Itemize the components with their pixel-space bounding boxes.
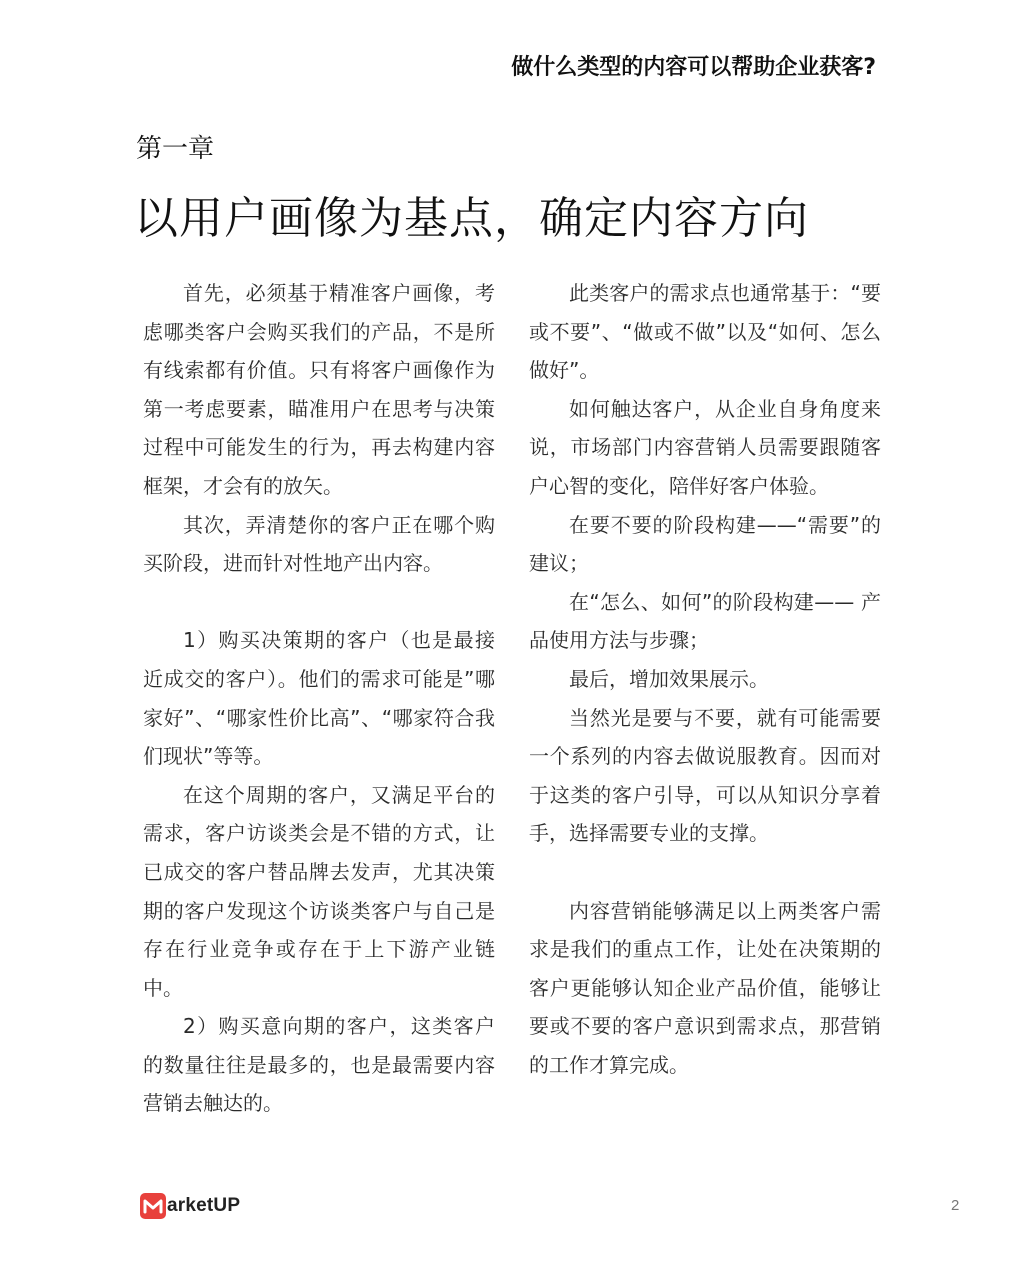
- paragraph: 1）购买决策期的客户（也是最接近成交的客户）。他们的需求可能是”哪家好”、“哪家性价比高”、“哪家符合我们现状”等等。: [143, 628, 495, 769]
- marketup-logo: [140, 1192, 240, 1220]
- paragraph: 首先，必须基于精准客户画像，考虑哪类客户会购买我们的产品，不是所有线索都有价值。只有将客户画像作为第一考虑要素，瞄准用户在思考与决策过程中可能发生的行为，再去构建内容框架，才会有的放矢。: [143, 281, 495, 498]
- page-number: 2: [951, 1197, 960, 1214]
- right-text-column: [529, 274, 881, 1084]
- left-text-column: [143, 274, 495, 1123]
- paragraph: 内容营销能够满足以上两类客户需求是我们的重点工作，让处在决策期的客户更能够认知企业产品价值，能够让要或不要的客户意识到需求点，那营销的工作才算完成。: [529, 898, 881, 1077]
- paragraph: 在“怎么、如何”的阶段构建—— 产品使用方法与步骤；: [529, 589, 881, 653]
- paragraph: 2）购买意向期的客户，这类客户的数量往往是最多的，也是最需要内容营销去触达的。: [143, 1014, 495, 1116]
- paragraph: 当然光是要与不要，就有可能需要一个系列的内容去做说服教育。因而对于这类的客户引导，可以从知识分享着手，选择需要专业的支撑。: [529, 705, 881, 846]
- paragraph: 其次，弄清楚你的客户正在哪个购买阶段，进而针对性地产出内容。: [143, 512, 495, 576]
- marketup-logo-mark-icon: [140, 1193, 166, 1219]
- logo-text: arketUP: [167, 1195, 241, 1216]
- paragraph: 此类客户的需求点也通常基于：“要或不要”、“做或不做”以及“如何、怎么做好”。: [529, 281, 881, 383]
- paragraph: 如何触达客户，从企业自身角度来说，市场部门内容营销人员需要跟随客户心智的变化，陪伴好客户体验。: [529, 396, 881, 498]
- paragraph: 最后，增加效果展示。: [569, 666, 769, 691]
- paragraph: 在这个周期的客户，又满足平台的需求，客户访谈类会是不错的方式，让已成交的客户替品牌去发声，尤其决策期的客户发现这个访谈类客户与自己是存在行业竞争或存在于上下游产业链中。: [143, 782, 495, 1000]
- chapter-label: 第一章: [136, 134, 215, 164]
- running-header-title: 做什么类型的内容可以帮助企业获客?: [511, 55, 876, 80]
- paragraph: 在要不要的阶段构建——“需要”的建议；: [529, 512, 881, 576]
- chapter-title: 以用户画像为基点，确定内容方向: [134, 193, 809, 244]
